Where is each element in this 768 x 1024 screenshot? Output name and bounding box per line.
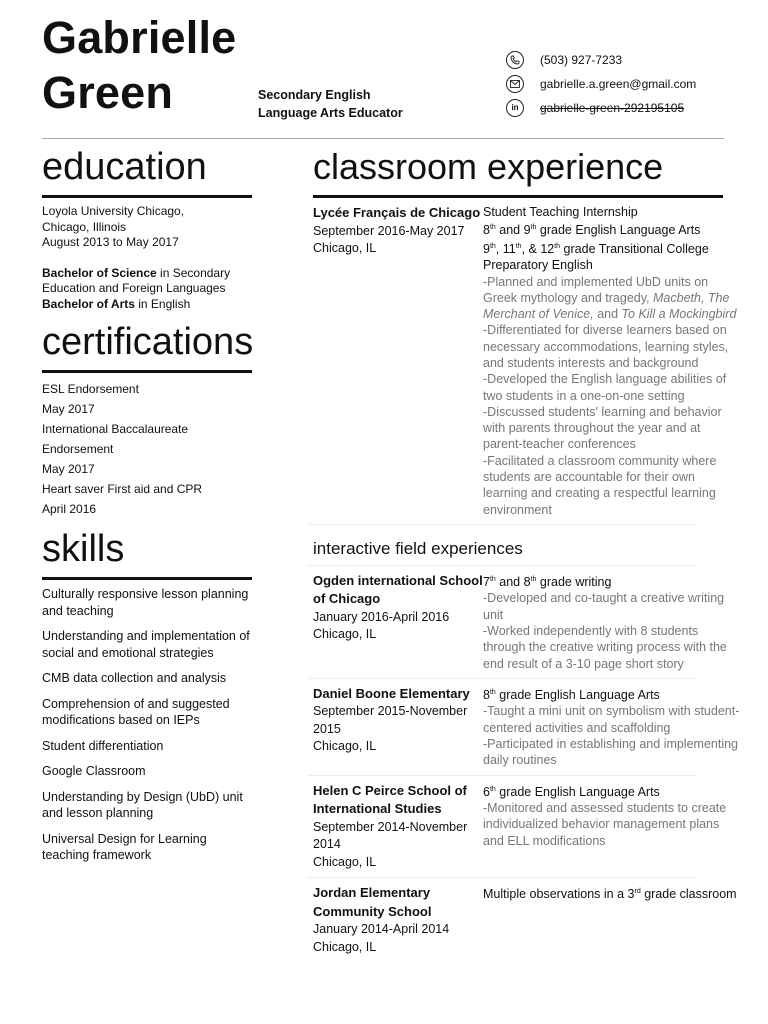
email-address: gabrielle.a.green@gmail.com — [540, 77, 697, 91]
entry-dates: January 2014-April 2014 — [313, 922, 450, 937]
entry-city: Chicago, IL — [313, 939, 377, 954]
list-item: May 2017 — [42, 462, 95, 476]
entry-city: Chicago, IL — [313, 854, 377, 869]
entry-meta — [313, 685, 483, 769]
list-item: May 2017 — [42, 402, 95, 416]
field-entry — [313, 776, 743, 872]
entry-details — [483, 204, 741, 518]
entry-text: Multiple observations in a 3rd grade classroom — [483, 887, 737, 902]
entry-details — [483, 685, 741, 769]
entry-dates: September 2014-November 2014 — [313, 819, 468, 852]
entry-grade: 7th and 8th grade writing — [483, 575, 612, 590]
entry-city: Chicago, IL — [313, 241, 377, 255]
certifications-heading: certifications — [42, 321, 254, 363]
entry-meta — [313, 782, 483, 872]
education-heading: education — [42, 146, 207, 188]
right-column — [313, 145, 743, 956]
education-city: Chicago, Illinois — [42, 219, 127, 234]
list-item: Heart saver First aid and CPR — [42, 482, 203, 496]
phone-icon — [506, 51, 524, 69]
list-item: Comprehension of and suggested modifications based on IEPs — [42, 696, 230, 727]
name-last: Green — [42, 67, 174, 118]
entry-meta — [313, 204, 483, 518]
list-item: Endorsement — [42, 442, 114, 456]
entry-details — [483, 782, 741, 872]
field-entry — [313, 566, 743, 672]
entry-bullet: -Taught a mini unit on symbolism with student-centered activities and scaffolding — [483, 704, 740, 735]
education-block — [42, 204, 252, 312]
entry-bullet: -Participated in establishing and implementing daily routines — [483, 736, 739, 768]
contact-phone[interactable] — [506, 48, 696, 72]
list-item: Understanding and implementation of social and emotional strategies — [42, 629, 250, 660]
list-item: Understanding by Design (UbD) unit and lesson planning — [42, 789, 243, 820]
field-entry — [313, 679, 743, 769]
certifications-list — [42, 379, 252, 519]
candidate-name — [42, 10, 236, 120]
job-title-line2: Language Arts Educator — [258, 106, 403, 120]
education-dates: August 2013 to May 2017 — [42, 235, 179, 249]
entry-dates: September 2016-May 2017 — [313, 223, 465, 238]
entry-place: Ogden international School of Chicago — [313, 572, 483, 607]
entry-grade: 6th grade English Language Arts — [483, 784, 660, 799]
linkedin-icon: in — [506, 99, 524, 117]
entry-meta — [313, 572, 483, 672]
list-item: ESL Endorsement — [42, 382, 139, 396]
list-item: CMB data collection and analysis — [42, 671, 227, 685]
left-column — [42, 145, 252, 873]
entry-grade: 8th grade English Language Arts — [483, 688, 660, 703]
entry-details — [483, 572, 741, 672]
entry-place: Daniel Boone Elementary — [313, 685, 470, 701]
list-item: Student differentiation — [42, 738, 164, 753]
contact-email[interactable] — [506, 72, 696, 96]
job-title — [258, 86, 403, 122]
entry-city: Chicago, IL — [313, 627, 377, 642]
entry-meta — [313, 884, 483, 956]
list-item: Culturally responsive lesson planning and teaching — [42, 587, 249, 618]
phone-number: (503) 927-7233 — [540, 53, 623, 67]
entry-grade: 8th and 9th grade English Language Arts — [483, 223, 701, 238]
entry-place: Lycée Français de Chicago — [313, 205, 481, 220]
field-experiences-heading: interactive field experiences — [313, 538, 523, 558]
entry-title: Student Teaching Internship — [483, 205, 638, 219]
education-school: Loyola University Chicago, — [42, 204, 185, 218]
list-item: Google Classroom — [42, 764, 146, 778]
header-divider — [42, 138, 724, 139]
contact-linkedin[interactable] — [506, 96, 696, 120]
entry-dates: January 2016-April 2016 — [313, 609, 450, 624]
entry-bullet: -Planned and implemented UbD units on Greek mythology and tragedy, Macbeth, The Merchant of Venice, and To Kill a Mockingbird — [483, 274, 737, 322]
entry-dates: September 2015-November 2015 — [313, 704, 468, 736]
job-title-line1: Secondary English — [258, 88, 371, 102]
list-item: April 2016 — [42, 502, 97, 516]
entry-bullet: -Developed and co-taught a creative writing unit — [483, 591, 725, 622]
entry-place: Helen C Peirce School of International Studies — [313, 782, 467, 817]
entry-bullet: -Differentiated for diverse learners based on necessary accommodations, learning styles, and students interests and background — [483, 323, 729, 370]
list-item: International Baccalaureate — [42, 422, 189, 436]
skills-heading: skills — [42, 528, 125, 570]
contact-info — [506, 48, 696, 120]
entry-bullet: -Developed the English language abilities of two students in a one-on-one setting — [483, 372, 727, 403]
experience-heading: classroom experience — [313, 146, 664, 187]
mail-icon — [506, 75, 524, 93]
experience-entry — [313, 198, 743, 518]
entry-bullet: -Worked independently with 8 students through the creative writing process with the end result of a 3-10 page short story — [483, 624, 727, 671]
education-rule — [42, 195, 252, 198]
entry-bullet: -Facilitated a classroom community where students are accountable for their own learning and creating a respectful learning environment — [483, 453, 717, 517]
skills-list — [42, 586, 252, 864]
name-first: Gabrielle — [42, 12, 237, 63]
skills-rule — [42, 577, 252, 580]
entry-bullet: -Monitored and assessed students to create individualized behavior management plans and ELL modifications — [483, 800, 727, 848]
certifications-rule — [42, 370, 252, 373]
entry-bullet: -Discussed students' learning and behavior with parents throughout the year and at parent-teacher conferences — [483, 404, 722, 452]
degree-arts: Bachelor of Arts in English — [42, 296, 191, 311]
entry-city: Chicago, IL — [313, 739, 377, 754]
degree-science: Bachelor of Science in Secondary Education and Foreign Languages — [42, 265, 231, 295]
entry-place: Jordan Elementary Community School — [313, 885, 432, 919]
entry-details — [483, 884, 741, 956]
list-item: Universal Design for Learning teaching framework — [42, 831, 207, 862]
entry-grade: 9th, 11th, & 12th grade Transitional College Preparatory English — [483, 241, 709, 273]
field-entry — [313, 878, 743, 956]
linkedin-handle: gabrielle-green-292195105 — [540, 101, 685, 115]
entry-divider — [307, 524, 697, 525]
